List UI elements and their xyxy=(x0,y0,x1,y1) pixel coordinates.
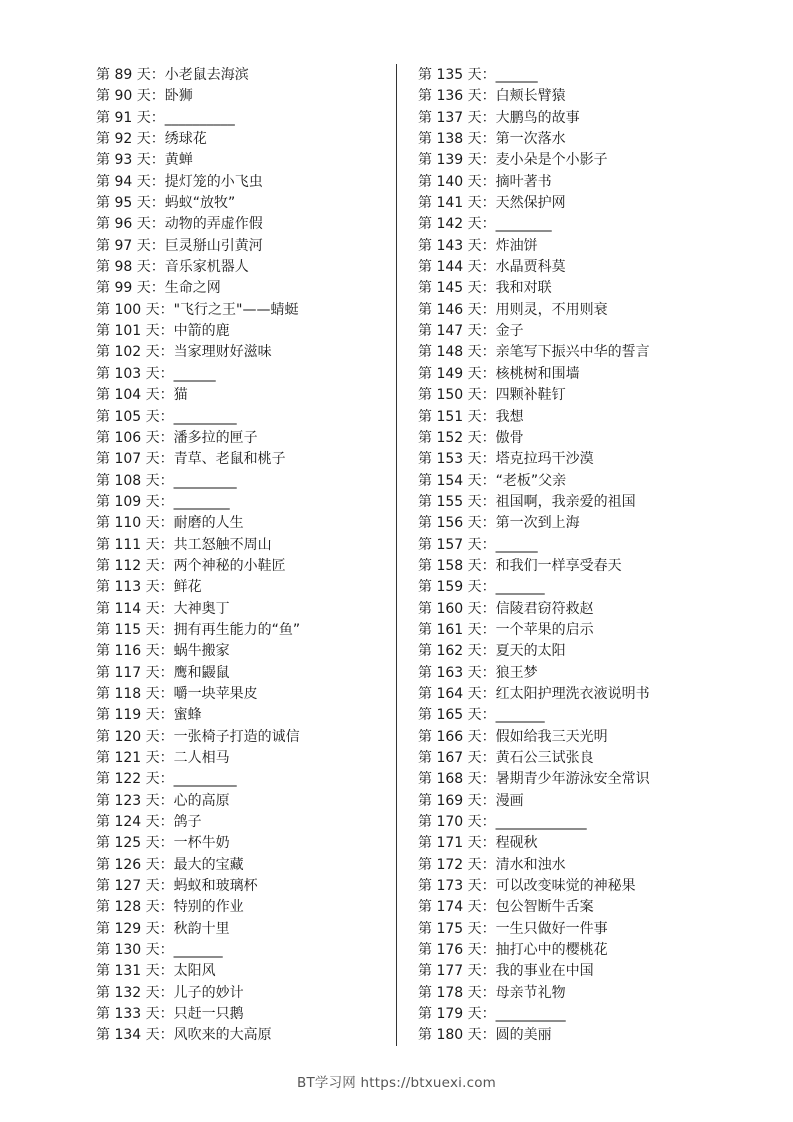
day-entry: 第 161 天：一个苹果的启示 xyxy=(418,621,594,638)
day-entry: 第 151 天：我想 xyxy=(418,408,524,425)
day-entry: 第 109 天：________ xyxy=(96,493,230,510)
day-entry: 第 136 天：白颊长臂猿 xyxy=(418,88,566,105)
day-entry: 第 101 天：中箭的鹿 xyxy=(96,323,230,340)
day-entry: 第 174 天：包公智断牛舌案 xyxy=(418,899,594,916)
day-entry: 第 166 天：假如给我三天光明 xyxy=(418,728,608,745)
day-entry: 第 145 天：我和对联 xyxy=(418,280,552,297)
day-entry: 第 150 天：四颗补鞋钉 xyxy=(418,387,566,404)
day-entry: 第 169 天：漫画 xyxy=(418,792,524,809)
day-entry: 第 144 天：水晶贾科莫 xyxy=(418,259,566,276)
day-entry: 第 140 天：摘叶著书 xyxy=(418,173,552,190)
day-entry: 第 175 天：一生只做好一件事 xyxy=(418,920,608,937)
day-entry: 第 160 天：信陵君窃符救赵 xyxy=(418,600,594,617)
day-entry: 第 124 天：鸽子 xyxy=(96,814,202,831)
day-entry: 第 163 天：狼王梦 xyxy=(418,664,538,681)
day-entry: 第 102 天：当家理财好滋味 xyxy=(96,344,272,361)
day-entry: 第 154 天：“老板”父亲 xyxy=(418,472,567,489)
day-entry: 第 157 天：______ xyxy=(418,536,538,553)
day-entry: 第 155 天：祖国啊，我亲爱的祖国 xyxy=(418,493,636,510)
day-entry: 第 165 天：_______ xyxy=(418,707,545,724)
day-entry: 第 137 天：大鹏鸟的故事 xyxy=(418,109,580,126)
day-entry: 第 149 天：核桃树和围墙 xyxy=(418,365,580,382)
day-entry: 第 122 天：_________ xyxy=(96,771,237,788)
day-entry: 第 159 天：_______ xyxy=(418,579,545,596)
day-entry: 第 130 天：_______ xyxy=(96,942,223,959)
day-entry: 第 92 天：绣球花 xyxy=(96,131,207,148)
day-entry: 第 119 天：蜜蜂 xyxy=(96,707,202,724)
day-entry: 第 152 天：傲骨 xyxy=(418,429,524,446)
day-entry: 第 90 天：卧狮 xyxy=(96,88,193,105)
footer-watermark: BT学习网 https://btxuexi.com xyxy=(296,1075,497,1091)
day-entry: 第 128 天：特别的作业 xyxy=(96,899,244,916)
day-entry: 第 98 天：音乐家机器人 xyxy=(96,259,249,276)
day-entry: 第 153 天：塔克拉玛干沙漠 xyxy=(418,451,594,468)
day-entry: 第 126 天：最大的宝藏 xyxy=(96,856,244,873)
day-entry: 第 138 天：第一次落水 xyxy=(418,131,566,148)
day-entry: 第 156 天：第一次到上海 xyxy=(418,515,580,532)
day-entry: 第 135 天：______ xyxy=(418,67,538,83)
day-entry: 第 127 天：蚂蚁和玻璃杯 xyxy=(96,878,258,895)
column-divider xyxy=(396,64,397,1046)
day-entry: 第 164 天：红太阳护理洗衣液说明书 xyxy=(418,685,650,702)
day-entry: 第 168 天：暑期青少年游泳安全常识 xyxy=(418,771,650,788)
day-entry: 第 107 天：青草、老鼠和桃子 xyxy=(96,451,286,468)
day-entry: 第 178 天：母亲节礼物 xyxy=(418,984,566,1001)
day-entry: 第 147 天：金子 xyxy=(418,323,524,340)
day-entry: 第 141 天：天然保护网 xyxy=(418,195,566,212)
day-entry: 第 162 天：夏天的太阳 xyxy=(418,643,566,660)
day-entry: 第 125 天：一杯牛奶 xyxy=(96,835,230,852)
day-entry: 第 104 天：猫 xyxy=(96,387,188,404)
day-entry: 第 106 天：潘多拉的匣子 xyxy=(96,429,258,446)
day-entry: 第 108 天：_________ xyxy=(96,472,237,489)
day-entry: 第 176 天：抽打心中的樱桃花 xyxy=(418,942,608,959)
day-entry: 第 118 天：嚼一块苹果皮 xyxy=(96,685,258,702)
day-entry: 第 167 天：黄石公三试张良 xyxy=(418,750,594,766)
day-entry: 第 115 天：拥有再生能力的“鱼” xyxy=(96,621,301,638)
day-entry: 第 111 天：共工怒触不周山 xyxy=(96,536,272,553)
day-entry: 第 95 天：蚂蚁“放牧” xyxy=(96,195,236,212)
day-entry: 第 116 天：蜗牛搬家 xyxy=(96,643,230,660)
day-entry: 第 120 天：一张椅子打造的诚信 xyxy=(96,728,300,745)
day-entry: 第 133 天：只赶一只鹅 xyxy=(96,1006,244,1023)
day-entry: 第 142 天：________ xyxy=(418,216,552,233)
day-entry: 第 170 天：_____________ xyxy=(418,814,587,831)
day-entry: 第 113 天：鲜花 xyxy=(96,579,202,596)
day-entry: 第 123 天：心的高原 xyxy=(96,792,230,809)
day-entry: 第 131 天：太阳风 xyxy=(96,963,216,980)
day-entry: 第 148 天：亲笔写下振兴中华的誓言 xyxy=(418,344,650,361)
day-entry: 第 112 天：两个神秘的小鞋匠 xyxy=(96,557,286,574)
day-entry: 第 143 天：炸油饼 xyxy=(418,237,538,254)
day-entry: 第 110 天：耐磨的人生 xyxy=(96,515,244,532)
day-entry: 第 129 天：秋韵十里 xyxy=(96,920,230,937)
day-entry: 第 172 天：清水和浊水 xyxy=(418,856,566,873)
day-entry: 第 146 天：用则灵，不用则衰 xyxy=(418,301,608,318)
day-entry: 第 180 天：圆的美丽 xyxy=(418,1027,552,1044)
day-entry: 第 179 天：__________ xyxy=(418,1006,566,1023)
day-entry: 第 121 天：二人相马 xyxy=(96,750,230,766)
day-entry: 第 99 天：生命之网 xyxy=(96,280,221,297)
day-entry: 第 173 天：可以改变味觉的神秘果 xyxy=(418,878,636,895)
day-entry: 第 97 天：巨灵掰山引黄河 xyxy=(96,237,263,254)
right-column-list xyxy=(418,65,718,1047)
day-entry: 第 100 天："飞行之王"——蜻蜓 xyxy=(96,301,299,318)
day-entry: 第 139 天：麦小朵是个小影子 xyxy=(418,152,608,169)
day-entry: 第 171 天：程砚秋 xyxy=(418,835,538,852)
day-entry: 第 158 天：和我们一样享受春天 xyxy=(418,557,622,574)
day-entry: 第 177 天：我的事业在中国 xyxy=(418,963,594,980)
day-entry: 第 96 天：动物的弄虚作假 xyxy=(96,216,263,233)
day-entry: 第 105 天：_________ xyxy=(96,408,237,425)
day-entry: 第 103 天：______ xyxy=(96,365,216,382)
left-column-list xyxy=(96,65,386,1047)
day-entry: 第 132 天：儿子的妙计 xyxy=(96,984,244,1001)
day-entry: 第 93 天：黄蝉 xyxy=(96,152,193,169)
day-entry: 第 114 天：大神奥丁 xyxy=(96,600,230,617)
day-entry: 第 91 天：__________ xyxy=(96,109,235,126)
day-entry: 第 94 天：提灯笼的小飞虫 xyxy=(96,173,263,190)
day-entry: 第 117 天：鹰和鼹鼠 xyxy=(96,664,230,681)
day-entry: 第 134 天：风吹来的大高原 xyxy=(96,1027,272,1044)
day-entry: 第 89 天：小老鼠去海滨 xyxy=(96,67,249,83)
